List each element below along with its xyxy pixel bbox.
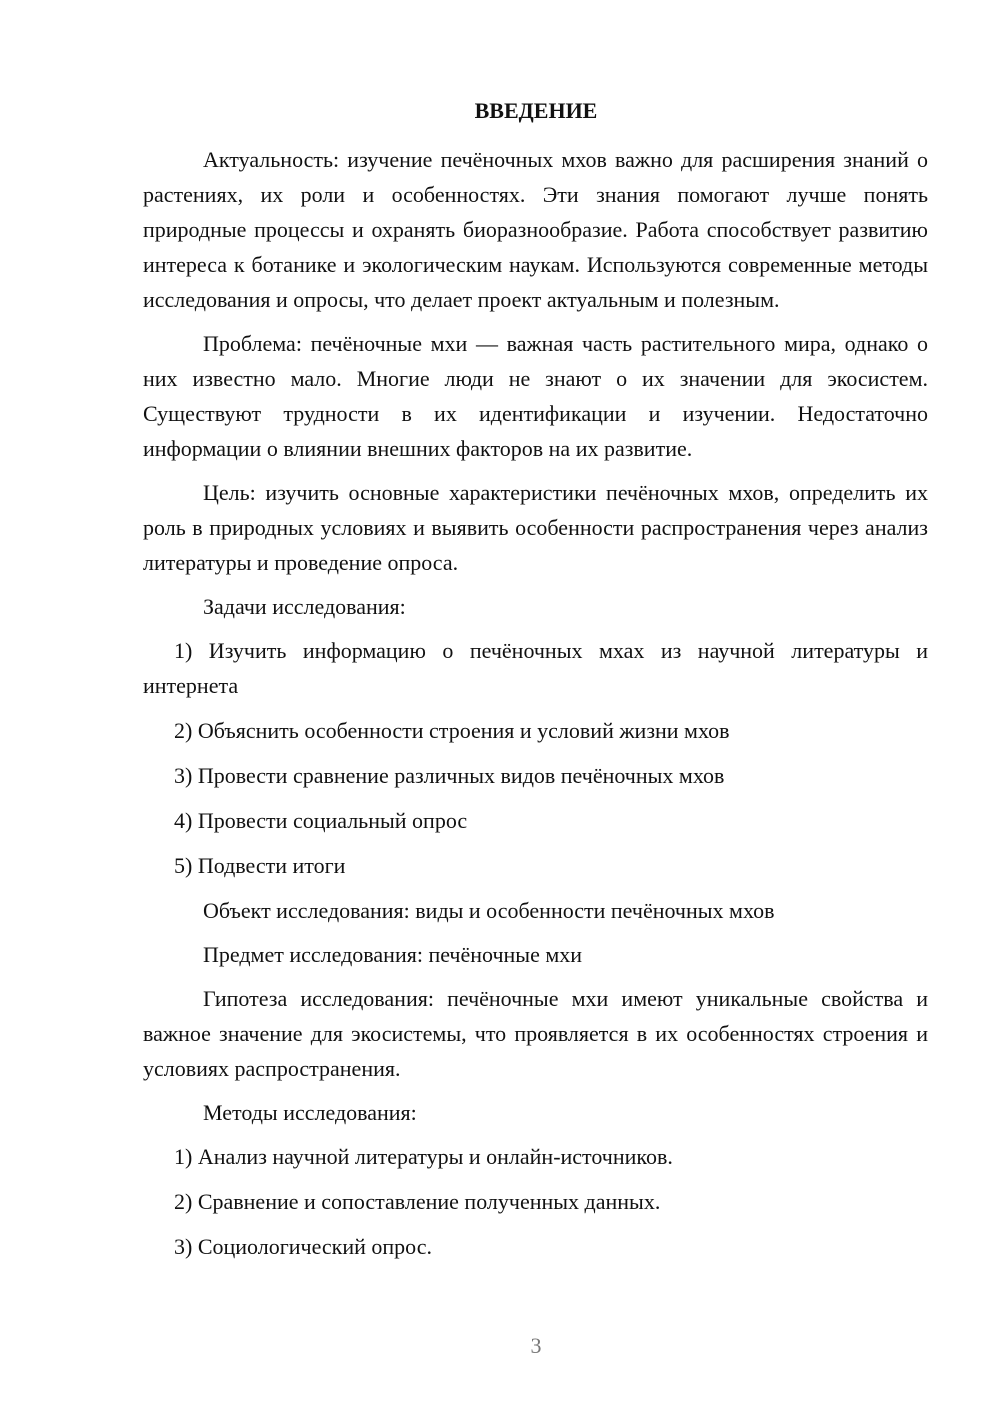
- section-heading: ВВЕДЕНИЕ: [474, 98, 598, 123]
- method-item: 1) Анализ научной литературы и онлайн-источников.: [174, 1144, 673, 1169]
- goal-paragraph: Цель: изучить основные характеристики печёночных мхов, определить их роль в природных условиях и выявить особенности распространения через анализ литературы и проведение опроса.: [143, 480, 928, 575]
- method-item: 2) Сравнение и сопоставление полученных данных.: [174, 1189, 661, 1214]
- method-item: 3) Социологический опрос.: [174, 1234, 432, 1259]
- task-item: 3) Провести сравнение различных видов печёночных мхов: [174, 763, 725, 788]
- subject-paragraph: Предмет исследования: печёночные мхи: [203, 942, 583, 967]
- tasks-heading: Задачи исследования:: [203, 594, 406, 619]
- task-item: 1) Изучить информацию о печёночных мхах из научной литературы и интернета: [143, 638, 928, 698]
- task-item: 2) Объяснить особенности строения и условий жизни мхов: [174, 718, 730, 743]
- page-number: 3: [530, 1333, 542, 1358]
- hypothesis-paragraph: Гипотеза исследования: печёночные мхи имеют уникальные свойства и важное значение для экосистемы, что проявляется в их особенностях строения и условиях распространения.: [143, 986, 928, 1081]
- problem-paragraph: Проблема: печёночные мхи — важная часть растительного мира, однако о них известно мало. Многие люди не знают о их значении для экосистем. Существуют трудности в их идентификации и изучении. Недостаточно информации о влиянии внешних факторов на их развитие.: [143, 331, 928, 461]
- task-item: 4) Провести социальный опрос: [174, 808, 468, 833]
- relevance-paragraph: Актуальность: изучение печёночных мхов важно для расширения знаний о растениях, их роли и особенностях. Эти знания помогают лучше понять природные процессы и охранять биоразнообразие. Работа способствует развитию интереса к ботанике и экологическим наукам. Используются современные методы исследования и опросы, что делает проект актуальным и полезным.: [143, 147, 928, 312]
- object-paragraph: Объект исследования: виды и особенности печёночных мхов: [203, 898, 775, 923]
- methods-heading: Методы исследования:: [203, 1100, 417, 1125]
- body-text: [143, 142, 928, 1274]
- task-item: 5) Подвести итоги: [174, 853, 346, 878]
